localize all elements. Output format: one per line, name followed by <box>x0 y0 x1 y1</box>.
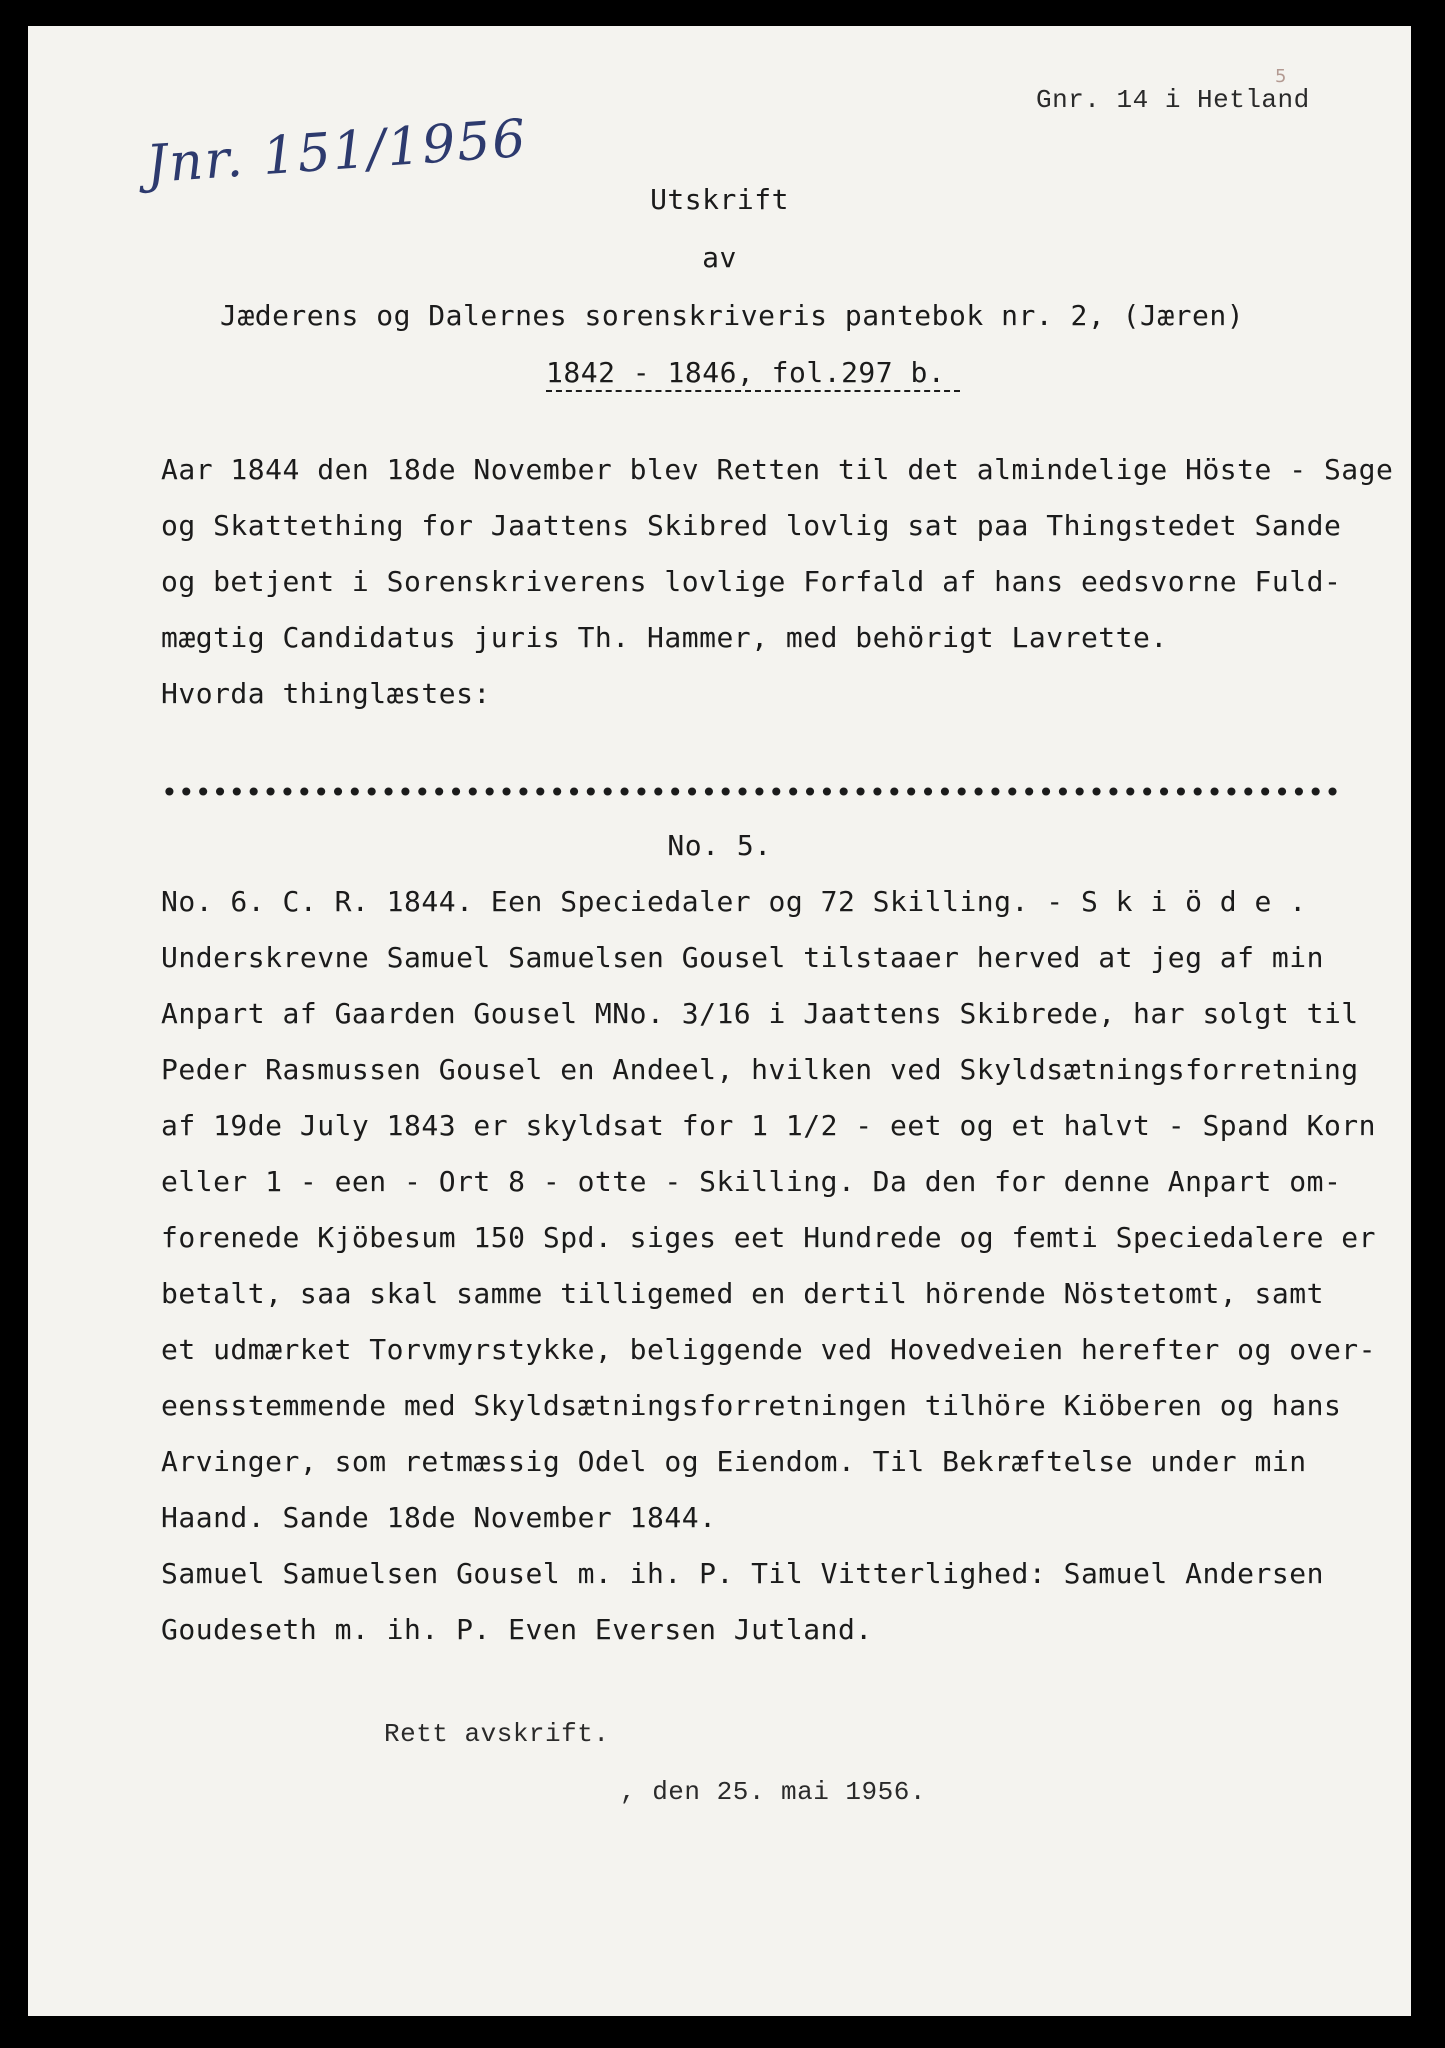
body-line: Arvinger, som retmæssig Odel og Eiendom. Til Bekræftelse under min <box>161 1445 1307 1478</box>
body-line: Anpart af Gaarden Gousel MNo. 3/16 i Jaattens Skibrede, har solgt til <box>161 997 1359 1030</box>
title-utskrift: Utskrift <box>650 183 789 216</box>
intro-line: mægtig Candidatus juris Th. Hammer, med behörigt Lavrette. <box>161 621 1168 654</box>
body-line: eensstemmende med Skyldsætningsforretningen tilhöre Kiöberen og hans <box>161 1389 1342 1422</box>
certification-text: Rett avskrift. <box>384 1719 610 1749</box>
intro-line: Aar 1844 den 18de November blev Retten til det almindelige Höste - Sage <box>161 453 1394 486</box>
title-av: av <box>702 241 737 274</box>
certification-date: , den 25. mai 1956. <box>620 1777 926 1807</box>
intro-line: Hvorda thinglæstes: <box>161 677 491 710</box>
body-line: Peder Rasmussen Gousel en Andeel, hvilken ved Skyldsætningsforretning <box>161 1053 1359 1086</box>
dotted-separator: •••••••••••••••••••••••••••••••••••••••••••••••••••••••••••••••••••••• <box>161 779 1342 807</box>
title-source: Jæderens og Dalernes sorenskriveris pantebok nr. 2, (Jæren) <box>220 299 1245 332</box>
body-line: et udmærket Torvmyrstykke, beliggende ved Hovedveien herefter og over- <box>161 1333 1377 1366</box>
intro-line: og Skattething for Jaattens Skibred lovlig sat paa Thingstedet Sande <box>161 509 1342 542</box>
gnr-reference: Gnr. 14 i Hetland <box>1036 85 1310 115</box>
body-line: Haand. Sande 18de November 1844. <box>161 1501 717 1534</box>
corner-pencil-mark: 5 <box>1275 66 1287 87</box>
body-line: Samuel Samuelsen Gousel m. ih. P. Til Vitterlighed: Samuel Andersen <box>161 1557 1324 1590</box>
body-line: betalt, saa skal samme tilligemed en dertil hörende Nöstetomt, samt <box>161 1277 1324 1310</box>
journal-number-handwritten: Jnr. 151/1956 <box>144 108 530 196</box>
title-underline <box>546 390 960 392</box>
body-line: af 19de July 1843 er skyldsat for 1 1/2 - eet og et halvt - Spand Korn <box>161 1109 1377 1142</box>
body-line: Goudeseth m. ih. P. Even Eversen Jutland. <box>161 1613 873 1646</box>
body-line: eller 1 - een - Ort 8 - otte - Skilling. Da den for denne Anpart om- <box>161 1165 1342 1198</box>
section-number: No. 5. <box>667 829 772 862</box>
body-line: Underskrevne Samuel Samuelsen Gousel tilstaaer herved at jeg af min <box>161 941 1324 974</box>
intro-line: og betjent i Sorenskriverens lovlige Forfald af hans eedsvorne Fuld- <box>161 565 1342 598</box>
document-page <box>28 26 1411 2016</box>
body-line: No. 6. C. R. 1844. Een Speciedaler og 72 Skilling. - S k i ö d e . <box>161 885 1307 918</box>
body-line: forenede Kjöbesum 150 Spd. siges eet Hundrede og femti Speciedalere er <box>161 1221 1377 1254</box>
title-period-folio: 1842 - 1846, fol.297 b. <box>546 356 946 389</box>
